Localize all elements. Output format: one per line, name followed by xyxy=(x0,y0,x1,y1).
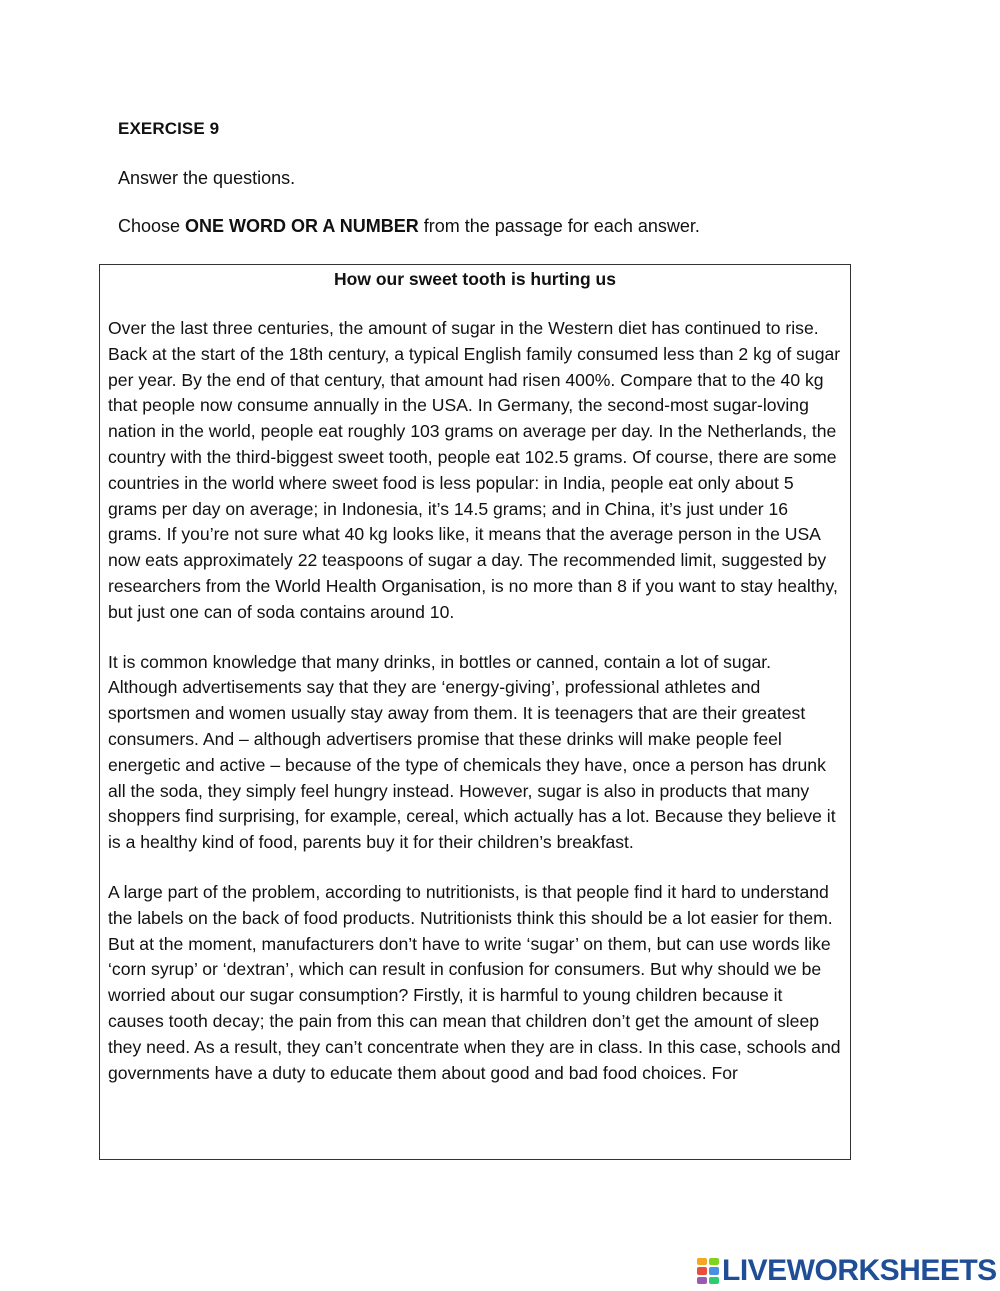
logo-text: LIVEWORKSHEETS xyxy=(722,1254,997,1287)
reading-passage-box xyxy=(99,264,851,1160)
exercise-heading: EXERCISE 9 xyxy=(118,119,220,138)
instruction-emphasis: ONE WORD OR A NUMBER xyxy=(185,216,419,236)
passage-body xyxy=(100,316,850,1086)
instruction-answer: Answer the questions. xyxy=(118,168,296,188)
instruction-suffix: from the passage for each answer. xyxy=(418,216,700,236)
passage-paragraph: Over the last three centuries, the amount of sugar in the Western diet has continued to rise. Back at the start of the 18th century, a typical English family consumed less than 2 kg of sugar per year. By the end of that century, that amount had risen 400%. Compare that to the 40 kg that people now consume annually in the USA. In Germany, the second-most sugar-loving nation in the world, people eat roughly 103 grams on average per day. In the Netherlands, the country with the third-biggest sweet tooth, people eat 102.5 grams. Of course, there are some countries in the world where sweet food is less popular: in India, people eat only about 5 grams per day on average; in Indonesia, it’s 14.5 grams; and in China, it’s just under 16 grams. If you’re not sure what 40 kg looks like, it means that the average person in the USA now eats approximately 22 teaspoons of sugar a day. The recommended limit, suggested by researchers from the World Health Organisation, is no more than 8 if you want to stay healthy, but just one can of soda contains around 10. xyxy=(108,318,841,622)
passage-title: How our sweet tooth is hurting us xyxy=(334,269,616,289)
passage-paragraph: It is common knowledge that many drinks, in bottles or canned, contain a lot of sugar. Although advertisements say that they are ‘energy-giving’, professional athletes and sportsmen and women usually stay away from them. It is teenagers that are their greatest consumers. And – although advertisers promise that these drinks will make people feel energetic and active – because of the type of chemicals they have, once a person has drunk all the soda, they simply feel hungry instead. However, sugar is also in products that many shoppers find surprising, for example, cereal, which actually has a lot. Because they believe it is a healthy kind of food, parents buy it for their children’s breakfast. xyxy=(108,651,836,853)
instruction-prefix: Choose xyxy=(118,216,186,236)
liveworksheets-logo[interactable] xyxy=(697,1255,997,1287)
logo-blocks-icon xyxy=(697,1258,719,1284)
instruction-choose xyxy=(118,216,700,237)
passage-paragraph: A large part of the problem, according to nutritionists, is that people find it hard to understand the labels on the back of food products. Nutritionists think this should be a lot easier for them. But at the moment, manufacturers don’t have to write ‘sugar’ on them, but can use words like ‘corn syrup’ or ‘dextran’, which can result in confusion for consumers. But why should we be worried about our sugar consumption? Firstly, it is harmful to young children because it causes tooth decay; the pain from this can mean that children don’t get the amount of sleep they need. As a result, they can’t concentrate when they are in class. In this case, schools and governments have a duty to educate them about good and bad food choices. For xyxy=(108,881,841,1083)
